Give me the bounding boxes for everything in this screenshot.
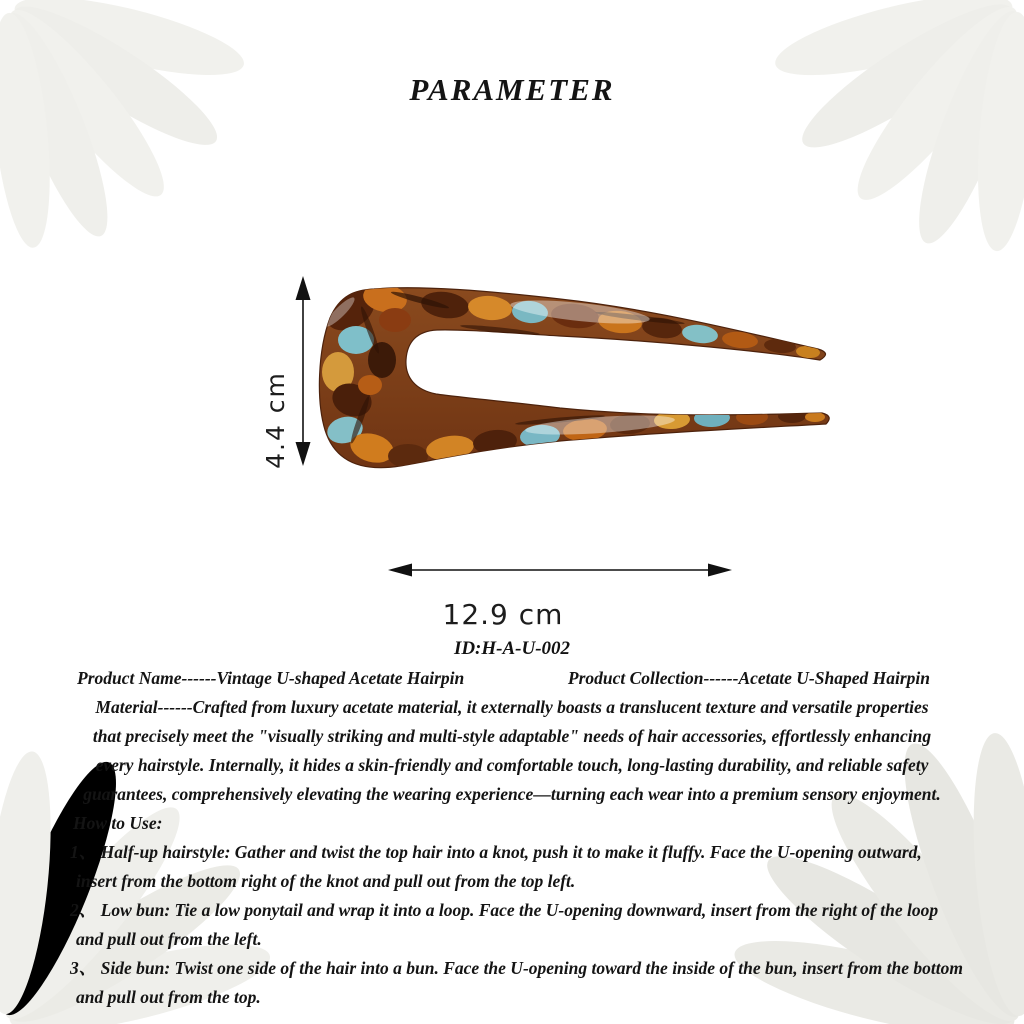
material-line: Material------Crafted from luxury acetate material, it externally boasts a translucent texture and versatile properties bbox=[95, 697, 929, 717]
product-details bbox=[0, 664, 1024, 1012]
step-line: 3、 Side bun: Twist one side of the hair into a bun. Face the U-opening toward the inside of the bun, insert from the bottom bbox=[70, 958, 963, 978]
material-line: every hairstyle. Internally, it hides a skin-friendly and comfortable touch, long-lasting durability, and reliable safety bbox=[95, 755, 929, 775]
step-line: 1、 Half-up hairstyle: Gather and twist the top hair into a knot, push it to make it fluffy. Face the U-opening outward, bbox=[70, 842, 922, 862]
height-arrow bbox=[296, 276, 311, 466]
leaf-fan-top-right-icon bbox=[769, 0, 1024, 253]
hairpin-image bbox=[318, 280, 829, 468]
step-line: and pull out from the left. bbox=[76, 929, 262, 949]
width-dimension-label: 12.9 cm bbox=[442, 598, 564, 631]
product-name: Product Name------Vintage U-shaped Acetate Hairpin bbox=[77, 668, 465, 688]
product-collection: Product Collection------Acetate U-Shaped Hairpin bbox=[567, 668, 930, 688]
leaf-fan-top-left-icon bbox=[0, 0, 250, 250]
product-figure bbox=[0, 260, 1024, 590]
product-id: ID:H-A-U-002 bbox=[453, 638, 571, 659]
step-line: insert from the bottom right of the knot and pull out from the top left. bbox=[76, 871, 576, 891]
material-line: guarantees, comprehensively elevating the wearing experience—turning each wear into a premium sensory enjoyment. bbox=[83, 784, 941, 804]
product-name-collection-row bbox=[0, 664, 1024, 693]
how-to-use-heading: How to Use: bbox=[73, 813, 163, 833]
material-line: that precisely meet the "visually striking and multi-style adaptable" needs of hair accessories, effortlessly enhancing bbox=[92, 726, 932, 746]
step-line: 2、 Low bun: Tie a low ponytail and wrap it into a loop. Face the U-opening downward, insert from the right of the loop bbox=[70, 900, 939, 920]
step-line: and pull out from the top. bbox=[76, 987, 261, 1007]
width-arrow bbox=[388, 564, 732, 577]
height-dimension-label: 4.4 cm bbox=[261, 371, 290, 469]
page-title: PARAMETER bbox=[409, 72, 615, 107]
